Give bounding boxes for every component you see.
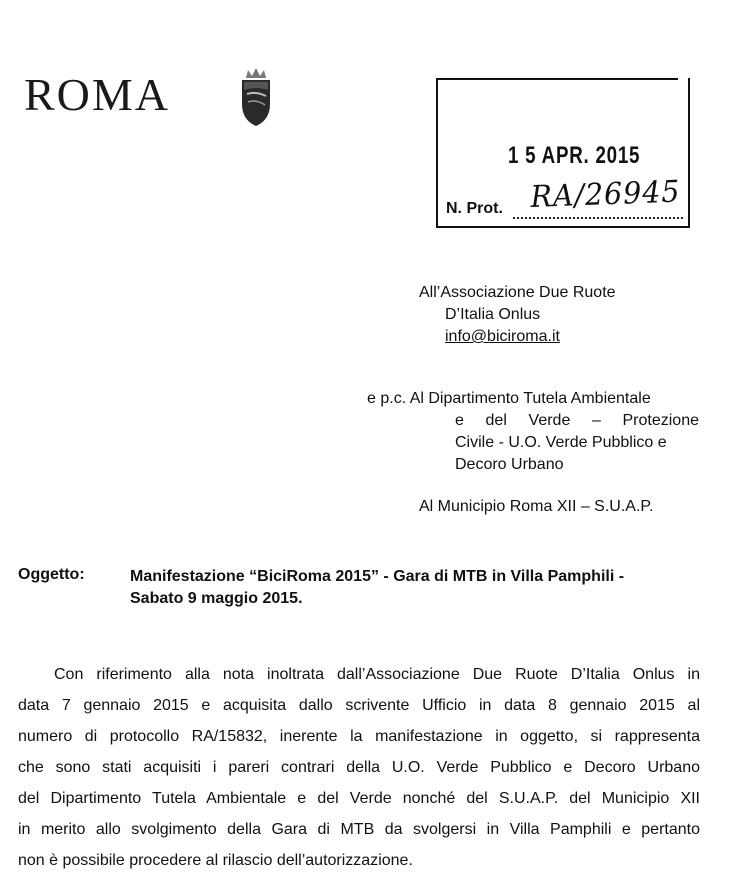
cc-line-1: e p.c. Al Dipartimento Tutela Ambientale — [367, 390, 651, 407]
recipient-cc — [367, 388, 699, 476]
roma-logo-text: ROMA — [24, 69, 171, 120]
stamp-protocol-label: N. Prot. — [446, 200, 503, 217]
recipient-line-2: D’Italia Onlus — [445, 306, 541, 323]
stamp-top-border — [438, 78, 678, 80]
subject-line-1: Manifestazione “BiciRoma 2015” - Gara di MTB in Villa Pamphili - — [130, 568, 625, 585]
recipient-email-link[interactable]: info@biciroma.it — [445, 328, 560, 345]
body-line: che sono stati acquisiti i pareri contrari della U.O. Verde Pubblico e Decoro Urbano — [18, 759, 700, 776]
stamp-protocol-number: RA/26945 — [530, 174, 681, 215]
subject-line-2: Sabato 9 maggio 2015. — [130, 590, 303, 607]
protocol-stamp — [436, 78, 690, 228]
body-paragraph — [18, 659, 700, 876]
cc-line-3: Civile - U.O. Verde Pubblico e — [455, 434, 667, 451]
subject-label: Oggetto: — [18, 566, 85, 583]
spqr-crest-icon — [232, 64, 280, 128]
body-line: numero di protocollo RA/15832, inerente la manifestazione in oggetto, si rappresenta — [18, 728, 700, 745]
body-line: non è possibile procedere al rilascio dell’autorizzazione. — [18, 852, 413, 869]
body-line: del Dipartimento Tutela Ambientale e del Verde nonché del S.U.A.P. del Municipio XII — [18, 790, 700, 807]
body-line: Con riferimento alla nota inoltrata dall’Associazione Due Ruote D’Italia Onlus in — [54, 666, 700, 683]
subject-text — [130, 566, 624, 610]
stamp-date: 1 5 APR. 2015 — [508, 142, 641, 169]
recipient-line-1: All’Associazione Due Ruote — [419, 284, 616, 301]
cc-line-4: Decoro Urbano — [455, 456, 564, 473]
body-line: data 7 gennaio 2015 e acquisita dallo scrivente Ufficio in data 8 gennaio 2015 al — [18, 697, 700, 714]
cc-line-2: e del Verde – Protezione — [455, 412, 699, 429]
stamp-dotted-line — [513, 217, 683, 219]
body-line: in merito allo svolgimento della Gara di MTB da svolgersi in Villa Pamphili e pertanto — [18, 821, 700, 838]
recipient-third: Al Municipio Roma XII – S.U.A.P. — [419, 498, 654, 515]
recipient-primary — [419, 282, 616, 348]
